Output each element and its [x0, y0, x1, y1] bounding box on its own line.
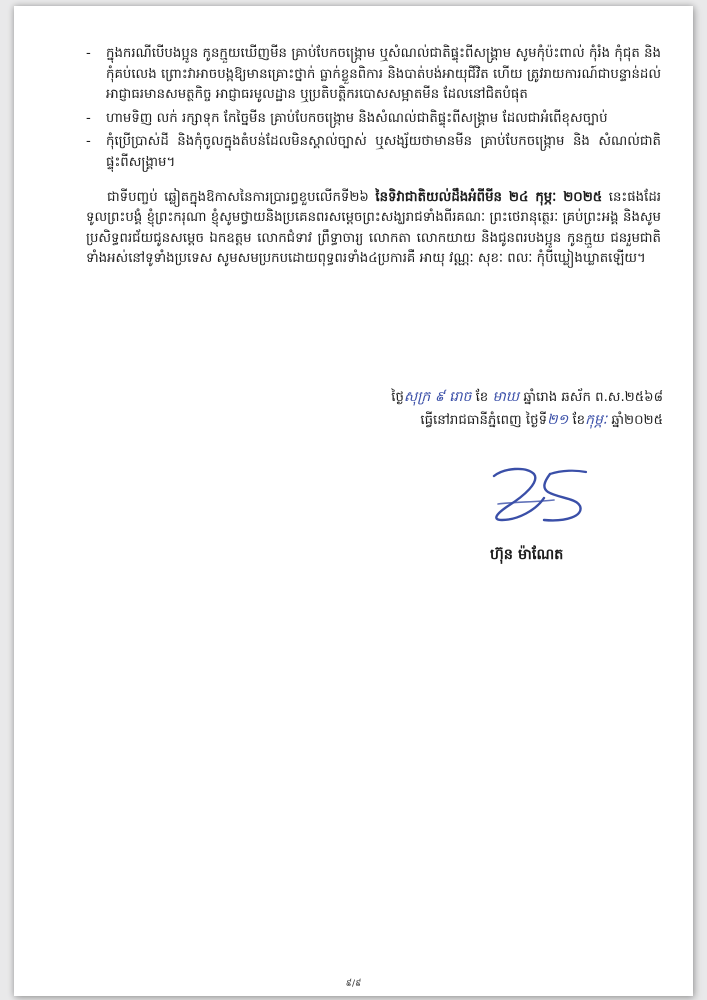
- bullet-marker: -: [86, 134, 91, 150]
- date-block: [391, 386, 663, 432]
- bullet-marker: -: [86, 110, 91, 126]
- handwritten-day: ២១: [547, 412, 569, 428]
- date-suffix: ឆ្នាំ២០២៥: [607, 413, 663, 428]
- date-middle: ខែ: [568, 413, 586, 428]
- closing-paragraph: [86, 188, 661, 270]
- date-suffix: ឆ្នាំរោង ឆស័ក ព.ស.២៥៦៨: [519, 390, 663, 405]
- signature-image: [484, 458, 594, 528]
- document-page: [14, 6, 693, 996]
- bullet-text: ក្នុងករណីបើបងប្អូន កូនក្មួយឃើញមីន គ្រាប់បែកចង្រ្កោម ឬសំណល់ជាតិផ្ទុះពីសង្គ្រាម សូមកុំប៉ះពាល់ កុំរំង កុំជុត និងកុំគប់លេង ព្រោះវាអាចបង្កឱ្យមានគ្រោះថ្នាក់ ធ្លាក់ខ្លួនពិការ និងបាត់បង់អាយុជីវិត ហើយ ត្រូវរាយការណ៍ជាបន្ទាន់ដល់អាជ្ញាធរមានសមត្ថកិច្ច អាជ្ញាធរមូលដ្ឋាន ឬប្រតិបត្តិករបោសសម្អាតមីន ដែលនៅជិតបំផុត: [106, 46, 661, 103]
- letter-body: [86, 44, 661, 270]
- date-middle: ខែ: [471, 390, 493, 405]
- handwritten-day: សុក្រ ៩ រោច: [403, 389, 472, 405]
- list-item: [86, 44, 661, 106]
- handwritten-month: កុម្ភៈ: [585, 412, 608, 428]
- paragraph-rest: នេះផងដែរ ទូលព្រះបង្គំ ខ្ញុំព្រះករុណា ខ្ញុំសូមថ្វាយនិងប្រគេនពរសម្តេចព្រះសង្ឃរាជទាំងពីរគណៈ ព្រះថេរានុត្ថេរៈ គ្រប់ព្រះអង្គ និងសូមប្រសិទ្ធពរជ័យជូនសម្តេច ឯកឧត្តម លោកជំទាវ ព្រឹទ្ធាចារ្យ លោកតា លោកយាយ និងជូនពរបងប្អូន កូនក្មួយ ជនរួមជាតិទាំងអស់នៅទូទាំងប្រទេស សូមសមប្រកបដោយពុទ្ធពរទាំង៤ប្រការគឺ អាយុ វណ្ណៈ សុខៈ ពលៈ កុំបីឃ្លៀងឃ្លាតឡើយ។: [86, 189, 661, 267]
- signer-name: ហ៊ុន ម៉ាណែត: [490, 547, 564, 563]
- bullet-text: កុំប្រើប្រាស់ដី និងកុំចូលក្នុងតំបន់ដែលមិនស្គាល់ច្បាស់ ឬសង្ស័យថាមានមីន គ្រាប់បែកចង្រ្កោម និង សំណល់ជាតិផ្ទុះពីសង្គ្រាម។: [106, 134, 661, 170]
- bullet-marker: -: [86, 46, 91, 61]
- paragraph-bold: នៃទិវាជាតិយល់ដឹងអំពីមីន ២៤ កុម្ភៈ ២០២៥: [375, 189, 603, 205]
- page-number: ៩/៩: [345, 979, 362, 989]
- list-item: [86, 109, 661, 130]
- date-prefix: ធ្វើនៅរាជធានីភ្នំពេញ ថ្ងៃទី: [420, 413, 548, 428]
- bullet-text: ហាមទិញ លក់ រក្សាទុក កែច្នៃមីន គ្រាប់បែកចង្រ្កោម និងសំណល់ជាតិផ្ទុះពីសង្គ្រាម ដែលជាអំពើខុសច្បាប់: [106, 110, 608, 126]
- solar-date-line: [391, 409, 663, 432]
- date-prefix: ថ្ងៃ: [391, 390, 404, 405]
- lunar-date-line: [391, 386, 663, 409]
- handwritten-month: មាឃ: [492, 389, 520, 405]
- list-item: [86, 132, 661, 173]
- paragraph-lead: ជាទីបញ្ចប់ ឆ្លៀតក្នុងឱកាសនៃការប្រារព្ធខួបលើកទី២៦: [107, 189, 376, 205]
